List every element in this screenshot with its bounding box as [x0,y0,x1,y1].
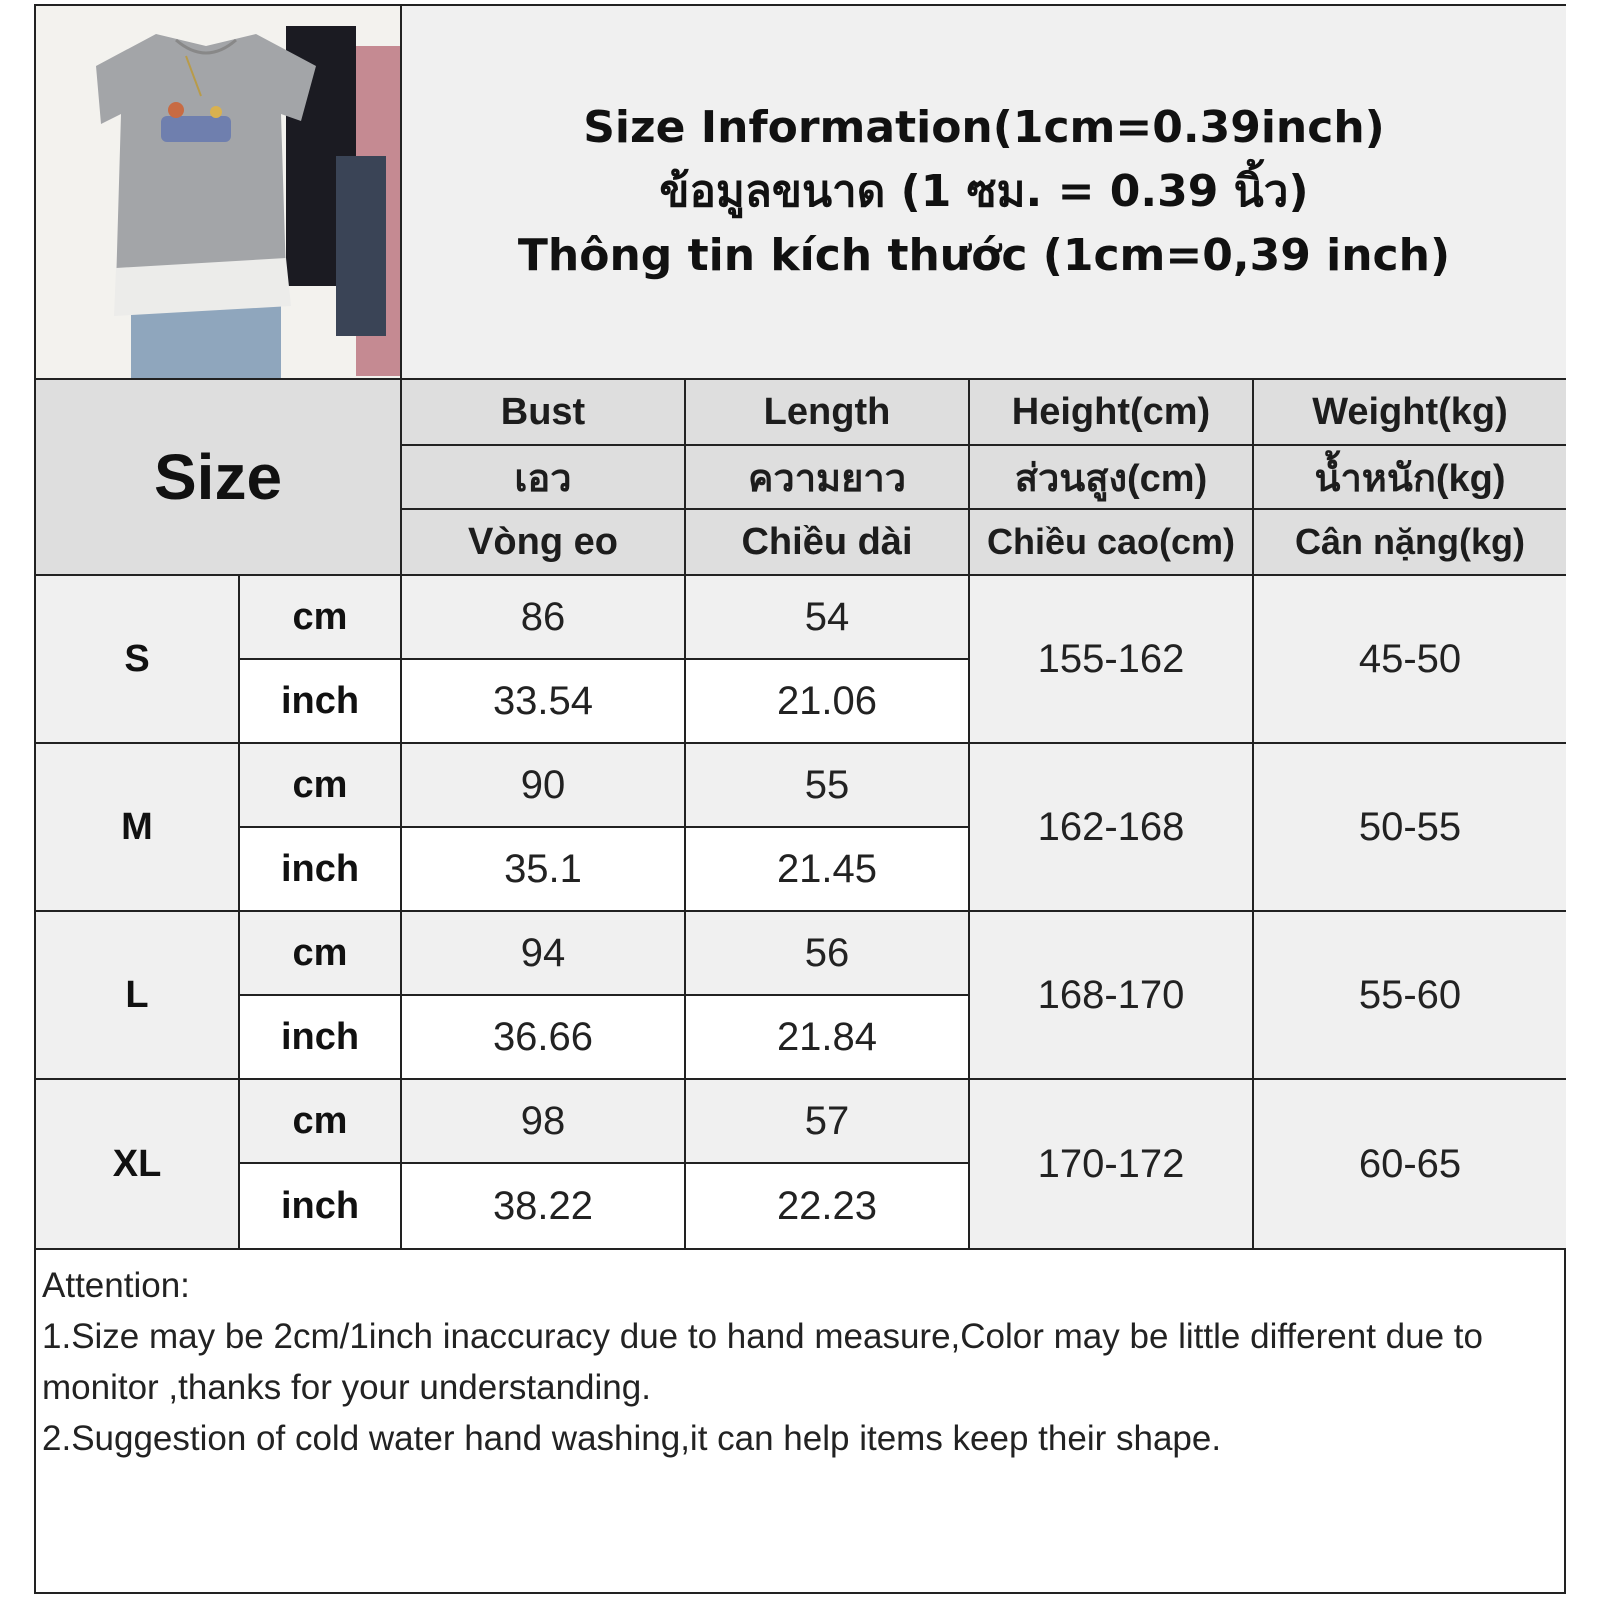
height-range: 168-170 [970,912,1254,1080]
weight-range: 60-65 [1254,1080,1566,1250]
unit-inch: inch [240,660,402,744]
size-info-title [402,6,1566,380]
unit-cm: cm [240,1080,402,1164]
weight-range: 45-50 [1254,576,1566,744]
header-weight-th: น้ำหนัก(kg) [1254,446,1566,510]
length-inch-value: 21.84 [686,996,970,1080]
header-height-th: ส่วนสูง(cm) [970,446,1254,510]
size-s-label: S [36,576,240,744]
length-cm-value: 55 [686,744,970,828]
length-inch-value: 21.06 [686,660,970,744]
height-range: 170-172 [970,1080,1254,1250]
product-photo [36,6,402,380]
unit-inch: inch [240,996,402,1080]
header-bust-vi: Vòng eo [402,510,686,576]
header-bust-th: เอว [402,446,686,510]
header-weight-en: Weight(kg) [1254,380,1566,446]
size-l-label: L [36,912,240,1080]
bust-inch-value: 38.22 [402,1164,686,1250]
attention-note-1: 1.Size may be 2cm/1inch inaccuracy due to hand measure,Color may be little different due to monitor ,thanks for your understanding. [42,1317,1483,1407]
unit-cm: cm [240,576,402,660]
height-range: 155-162 [970,576,1254,744]
header-length-en: Length [686,380,970,446]
unit-cm: cm [240,912,402,996]
header-length-th: ความยาว [686,446,970,510]
size-m-label: M [36,744,240,912]
length-cm-value: 56 [686,912,970,996]
title-line-th: ข้อมูลขนาด (1 ซม. = 0.39 นิ้ว) [659,166,1309,217]
bust-cm-value: 98 [402,1080,686,1164]
bust-inch-value: 36.66 [402,996,686,1080]
length-cm-value: 57 [686,1080,970,1164]
size-header-label: Size [153,441,283,513]
title-line-vi: Thông tin kích thước (1cm=0,39 inch) [517,230,1451,281]
header-bust-en: Bust [402,380,686,446]
bust-cm-value: 86 [402,576,686,660]
tshirt-illustration [36,6,400,378]
length-inch-value: 22.23 [686,1164,970,1250]
bust-inch-value: 35.1 [402,828,686,912]
unit-inch: inch [240,1164,402,1250]
size-header [36,380,402,576]
length-cm-value: 54 [686,576,970,660]
attention-heading: Attention: [42,1266,190,1305]
attention-notes [36,1256,1564,1592]
weight-range: 55-60 [1254,912,1566,1080]
attention-note-2: 2.Suggestion of cold water hand washing,it can help items keep their shape. [42,1419,1222,1458]
length-inch-value: 21.45 [686,828,970,912]
height-range: 162-168 [970,744,1254,912]
size-xl-label: XL [36,1080,240,1250]
bust-inch-value: 33.54 [402,660,686,744]
bust-cm-value: 90 [402,744,686,828]
title-line-en: Size Information(1cm=0.39inch) [583,102,1385,153]
bust-cm-value: 94 [402,912,686,996]
unit-inch: inch [240,828,402,912]
weight-range: 50-55 [1254,744,1566,912]
header-height-en: Height(cm) [970,380,1254,446]
header-weight-vi: Cân nặng(kg) [1254,510,1566,576]
header-height-vi: Chiều cao(cm) [970,510,1254,576]
header-length-vi: Chiều dài [686,510,970,576]
size-chart [34,4,1566,1594]
unit-cm: cm [240,744,402,828]
